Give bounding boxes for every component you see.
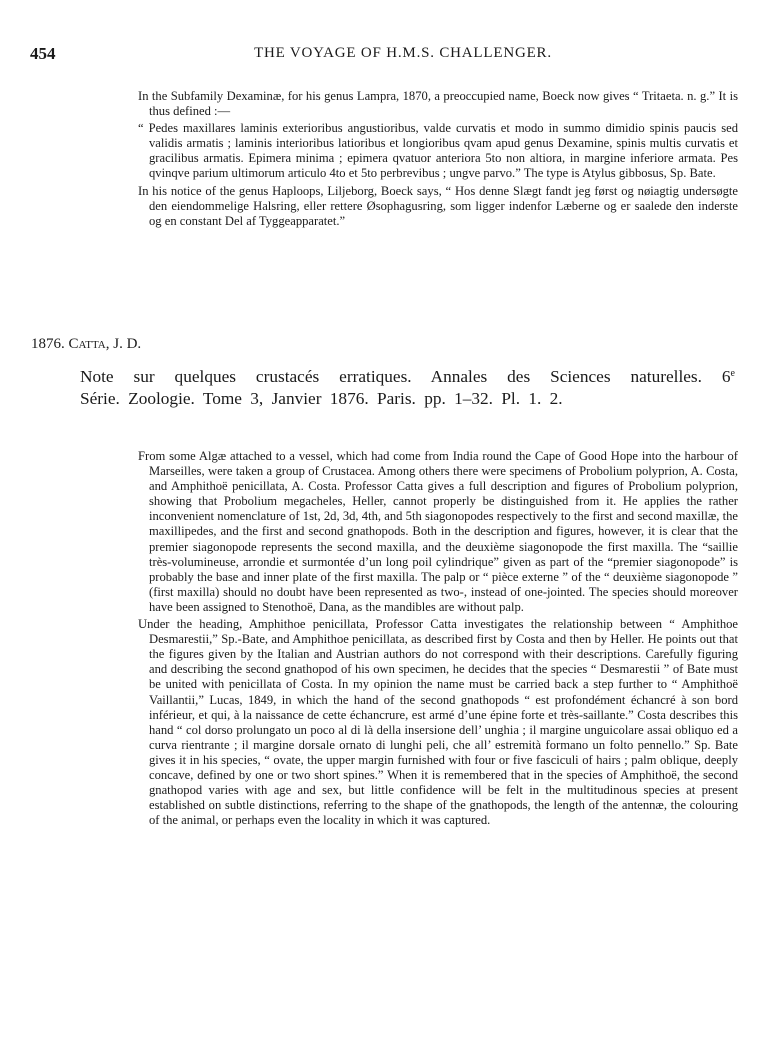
page-header [30,44,746,68]
work-title-line-2: Série. Zoologie. Tome 3, Janvier 1876. Paris. pp. 1–32. Pl. 1. 2. [80,389,563,408]
paragraph: “ Pedes maxillares laminis exterioribus angustioribus, valde curvatis et modo in summo dimidio spinis paucis sed validis armatis ; laminis interioribus latioribus et longioribus qvam apud genus Dexamine, spinis multis curvatis et gracilibus armatis. Epimera minima ; epimera qvatuor anteriora 5to non altiora, in margine inferiore armata. Pes qvinqve parium ultimorum articulo 4to et 5to perbrevibus ; ungve parvo.” The type is Atylus gibbosus, Sp. Bate. [138,121,738,181]
catta-review-section [138,449,738,828]
paragraph: From some Algæ attached to a vessel, which had come from India round the Cape of Good Hope into the harbour of Marseilles, were taken a group of Crustacea. Among others there were specimens of Probolium polyprion, A. Costa, and Amphithoë penicillata, A. Costa. Professor Catta gives a full description and figures of Probolium polyprion, showing that Probolium megacheles, Heller, cannot properly be distinguished from it. He applies the rather inconvenient nomenclature of 1st, 2d, 3d, 4th, and 5th siagonopodes respectively to the first and second maxillæ, the maxillipedes, and the first and second gnathopods. Both in the description and figures, however, it is clear that the premier siagonopode represents the second maxilla, and the deuxième siagonopode the first maxilla. The “saillie très-volumineuse, arrondie et surmontée d’un long poil cylindrique” given as part of the “premier siagonopode” is probably the base and inner plate of the first maxilla. The palp or “ pièce externe ” of the “ deuxième siagonopode ” (first maxilla) should no doubt have been represented as two-, instead of one-jointed. The species should moreover have been assigned to Stenothoë, Dana, as the mandibles are without palp. [138,449,738,614]
paragraph: Under the heading, Amphithoe penicillata, Professor Catta investigates the relationship between “ Amphithoe Desmarestii,” Sp.-Bate, and Amphithoe penicillata, as described first by Costa and then by Heller. He points out that the figures given by the Italian and Austrian authors do not correspond with their descriptions. Carefully figuring and describing the second gnathopod of his own specimen, he decides that the species “ Desmarestii ” of Bate must be united with penicillata of Costa. In my opinion the name must be carried back a step further to “ Amphithoë Vaillantii,” Lucas, 1849, in which the hand of the second gnathopods “ est profondément échancré à son bord inférieur, et qui, à la naissance de cette échancrure, est armé d’une épine forte et très-saillante.” Costa describes this hand “ col dorso prolungato un poco al di là della insersione dell’ unghia ; il margine unguicolare assai obliquo ed a curva rientrante ; il margine dorsale ornato di lunghi peli, che all’ estremità formano un folto pennello.” Sp. Bate gives it in his species, “ ovate, the upper margin furnished with four or five fasciculi of hairs ; palm oblique, deeply concave, defined by one or two short spines.” When it is remembered that in the species of Amphithoë, the second gnathopod varies with age and sex, but little confidence will be felt in the multitudinous species at present established on subtle distinctions, referring to the shape of the gnathopods, the length of the antennæ, the colouring of the animal, or perhaps even the locality in which it was captured. [138,617,738,828]
work-title-line-1: Note sur quelques crustacés erratiques. Annales des Sciences naturelles. 6e [80,367,735,386]
page-number: 454 [30,44,56,63]
running-title: THE VOYAGE OF H.M.S. CHALLENGER. [254,45,552,61]
paragraph: In the Subfamily Dexaminæ, for his genus Lampra, 1870, a preoccupied name, Boeck now gives “ Tritaeta. n. g.” It is thus defined :— [138,89,738,119]
bibliography-entry-heading [31,336,141,353]
entry-year: 1876. [31,336,65,352]
work-title [80,366,735,410]
paragraph: In his notice of the genus Haploops, Liljeborg, Boeck says, “ Hos denne Slægt fandt jeg først og nøiagtig undersøgte den eiendommelige Halsring, eller rettere Øsophagusring, som ligger indenfor Læberne og er saalede den inderste og en constant Del af Tyggeapparatet.” [138,183,738,228]
entry-author: Catta, J. D. [68,336,142,352]
boeck-notes-section [138,89,738,229]
